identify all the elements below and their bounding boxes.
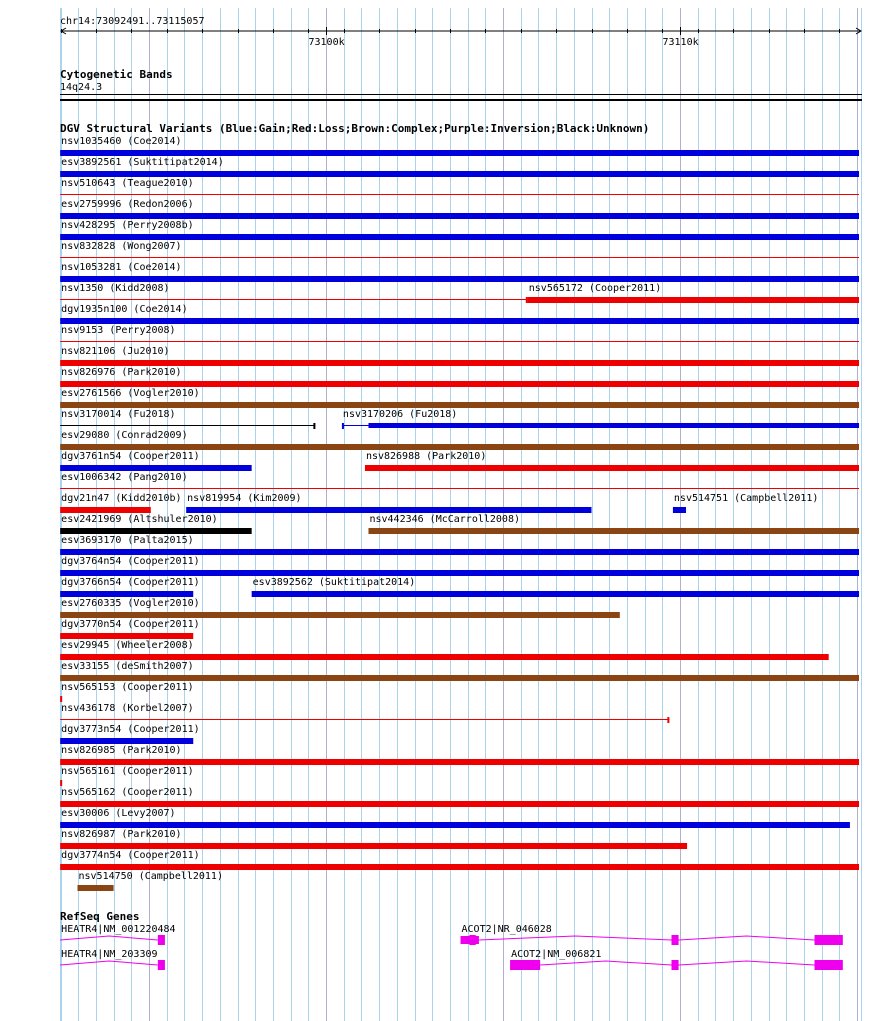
structural-variant[interactable] — [60, 724, 199, 744]
gene-exon-block[interactable] — [672, 960, 679, 970]
structural-variant[interactable] — [60, 598, 620, 618]
structural-variant[interactable] — [60, 745, 859, 765]
structural-variant[interactable] — [60, 136, 859, 156]
variant-label[interactable]: esv2760335 (Vogler2010) — [61, 598, 200, 609]
variant-label[interactable]: nsv832828 (Wong2007) — [61, 241, 182, 252]
variant-bar[interactable] — [186, 507, 591, 513]
structural-variant[interactable] — [60, 766, 193, 786]
variant-bar[interactable] — [60, 633, 193, 639]
cytoband-line-top — [60, 94, 862, 95]
coordinate-range-label: chr14:73092491..73115057 — [60, 16, 205, 27]
dgv-structural-variants-track — [60, 122, 859, 891]
gene-intron-line — [479, 936, 815, 940]
variant-label[interactable]: nsv9153 (Perry2008) — [61, 325, 176, 336]
structural-variant[interactable] — [60, 661, 859, 681]
structural-variant[interactable] — [60, 451, 251, 471]
structural-variant[interactable] — [60, 367, 859, 387]
variant-bar[interactable] — [60, 276, 859, 282]
variant-bar[interactable] — [60, 759, 859, 765]
structural-variant[interactable] — [60, 304, 859, 324]
structural-variant[interactable] — [60, 388, 859, 408]
ruler-tick-label: 73100k — [308, 37, 345, 48]
variant-bar[interactable] — [60, 213, 859, 219]
refseq-track-title: RefSeq Genes — [60, 910, 140, 923]
variant-label[interactable]: dgv3770n54 (Cooper2011) — [61, 619, 200, 630]
variant-label[interactable]: nsv436178 (Korbel2007) — [61, 703, 194, 714]
structural-variant[interactable] — [60, 472, 859, 489]
gene-exon-block[interactable] — [469, 935, 475, 945]
variant-label[interactable]: nsv821106 (Ju2010) — [61, 346, 170, 357]
variant-label[interactable]: dgv3761n54 (Cooper2011) — [61, 451, 200, 462]
cytoband-line-bottom — [60, 99, 862, 101]
structural-variant[interactable] — [60, 241, 859, 258]
variant-end-tick — [526, 297, 528, 303]
variant-label[interactable]: dgv3766n54 (Cooper2011) — [61, 577, 200, 588]
variant-label[interactable]: nsv565162 (Cooper2011) — [61, 787, 194, 798]
structural-variant[interactable] — [60, 514, 251, 534]
variant-label[interactable]: nsv819954 (Kim2009) — [187, 493, 302, 504]
variant-label[interactable]: nsv3170206 (Fu2018) — [342, 409, 458, 420]
variant-label[interactable]: nsv1053281 (Coe2014) — [61, 262, 182, 273]
variant-label[interactable]: dgv21n47 (Kidd2010b) — [61, 493, 182, 504]
variant-bar[interactable] — [60, 234, 859, 240]
variant-label[interactable]: nsv3170014 (Fu2018) — [61, 409, 176, 420]
variant-label[interactable]: nsv826988 (Park2010) — [365, 451, 487, 462]
variant-label[interactable]: nsv565172 (Cooper2011) — [528, 283, 662, 294]
structural-variant[interactable] — [60, 535, 859, 555]
structural-variant[interactable] — [368, 514, 859, 534]
variant-label[interactable]: dgv3773n54 (Cooper2011) — [61, 724, 200, 735]
variant-label[interactable]: esv3693170 (Palta2015) — [61, 535, 194, 546]
structural-variant[interactable] — [60, 283, 528, 303]
variant-bar[interactable] — [528, 297, 859, 303]
variant-bar[interactable] — [60, 528, 251, 534]
structural-variant[interactable] — [60, 157, 859, 177]
variant-label[interactable]: nsv826976 (Park2010) — [61, 367, 182, 378]
gene-exon-block[interactable] — [815, 960, 843, 970]
variant-bar[interactable] — [60, 738, 193, 744]
gene-intron-line — [60, 961, 158, 965]
structural-variant[interactable] — [60, 262, 859, 282]
structural-variant[interactable] — [60, 430, 859, 450]
variant-start-tick — [528, 297, 530, 303]
gene-exon-block[interactable] — [510, 960, 540, 970]
refseq-genes-track — [60, 910, 843, 970]
variant-line[interactable] — [60, 257, 859, 258]
structural-variant[interactable] — [60, 703, 669, 723]
structural-variant[interactable] — [60, 577, 199, 597]
structural-variant[interactable] — [186, 493, 591, 513]
variant-label[interactable]: nsv1035460 (Coe2014) — [61, 136, 182, 147]
structural-variant[interactable] — [60, 199, 859, 219]
variant-label[interactable]: nsv514751 (Campbell2011) — [673, 493, 819, 504]
variant-thin-bar[interactable] — [342, 425, 369, 426]
variant-bar[interactable] — [673, 507, 686, 513]
variant-label[interactable]: esv2761566 (Vogler2010) — [61, 388, 200, 399]
variant-bar[interactable] — [60, 507, 151, 513]
variant-bar[interactable] — [60, 360, 859, 366]
variant-label[interactable]: nsv428295 (Perry2008b) — [61, 220, 194, 231]
variant-bar[interactable] — [60, 549, 859, 555]
variant-bar[interactable] — [60, 696, 62, 702]
ruler-tick-label: 73110k — [662, 37, 699, 48]
variant-bar[interactable] — [60, 612, 620, 618]
gene-exon-block[interactable] — [158, 960, 165, 970]
variant-bar[interactable] — [60, 654, 828, 660]
variant-line[interactable] — [60, 719, 669, 720]
variant-label[interactable]: nsv442346 (McCarroll2008) — [369, 514, 520, 525]
structural-variant[interactable] — [252, 577, 859, 597]
structural-variant[interactable] — [60, 346, 859, 366]
gene-label[interactable]: ACOT2|NM_006821 — [511, 949, 602, 960]
cytogenetic-band-label[interactable]: 14q24.3 — [60, 82, 103, 93]
gene-label[interactable]: HEATR4|NM_001220484 — [61, 924, 176, 935]
gene-exon-block[interactable] — [672, 935, 679, 945]
gene-intron-line — [60, 936, 158, 940]
structural-variant[interactable] — [60, 220, 859, 240]
gene-exon-block[interactable] — [158, 935, 165, 945]
dgv-track-title: DGV Structural Variants (Blue:Gain;Red:Loss;Brown:Complex;Purple:Inversion;Black:Unknown) — [60, 122, 650, 135]
variant-bar[interactable] — [60, 150, 859, 156]
variant-label[interactable]: esv30006 (Levy2007) — [61, 808, 176, 819]
variant-label[interactable]: esv33155 (deSmith2007) — [61, 661, 194, 672]
variant-label[interactable]: esv29080 (Conrad2009) — [61, 430, 188, 441]
structural-variant[interactable] — [60, 682, 193, 702]
structural-variant[interactable] — [60, 808, 850, 828]
variant-line[interactable] — [60, 341, 859, 342]
variant-bar[interactable] — [60, 444, 859, 450]
variant-bar[interactable] — [60, 570, 859, 576]
structural-variant[interactable] — [77, 871, 223, 891]
variant-label[interactable]: nsv565153 (Cooper2011) — [61, 682, 194, 693]
variant-bar[interactable] — [77, 885, 113, 891]
refseq-gene[interactable] — [461, 924, 843, 945]
gene-label[interactable]: ACOT2|NR_046028 — [461, 924, 552, 935]
variant-label[interactable]: nsv826985 (Park2010) — [61, 745, 182, 756]
variant-bar[interactable] — [60, 171, 859, 177]
variant-label[interactable]: nsv826987 (Park2010) — [61, 829, 182, 840]
refseq-gene[interactable] — [60, 924, 175, 945]
variant-label[interactable]: nsv565161 (Cooper2011) — [61, 766, 194, 777]
variant-line[interactable] — [60, 299, 528, 300]
gene-exon-block[interactable] — [815, 935, 843, 945]
structural-variant[interactable] — [673, 493, 819, 513]
variant-bar[interactable] — [60, 675, 859, 681]
cytogenetic-track-title: Cytogenetic Bands — [60, 68, 173, 81]
refseq-gene[interactable] — [510, 949, 843, 970]
variant-bar[interactable] — [368, 528, 859, 534]
structural-variant[interactable] — [60, 325, 859, 342]
variant-label[interactable]: esv2759996 (Redon2006) — [61, 199, 194, 210]
coordinate-ruler — [60, 16, 861, 48]
structural-variant[interactable] — [528, 283, 859, 303]
structural-variant[interactable] — [60, 850, 859, 870]
structural-variant[interactable] — [60, 493, 181, 513]
variant-bar[interactable] — [365, 465, 859, 471]
variant-label[interactable]: esv3892562 (Suktitipat2014) — [252, 577, 416, 588]
structural-variant[interactable] — [365, 451, 859, 471]
variant-bar[interactable] — [60, 780, 62, 786]
variant-end-tick — [667, 717, 669, 723]
variant-label[interactable]: dgv3764n54 (Cooper2011) — [61, 556, 200, 567]
variant-label[interactable]: esv29945 (Wheeler2008) — [61, 640, 194, 651]
variant-bar[interactable] — [252, 591, 859, 597]
variant-label[interactable]: dgv3774n54 (Cooper2011) — [61, 850, 200, 861]
variant-bar[interactable] — [60, 318, 859, 324]
structural-variant[interactable] — [60, 829, 687, 849]
variant-bar[interactable] — [60, 591, 193, 597]
variant-end-tick — [313, 423, 315, 429]
variant-label[interactable]: esv1006342 (Pang2010) — [61, 472, 188, 483]
structural-variant[interactable] — [60, 619, 199, 639]
structural-variant[interactable] — [60, 640, 828, 660]
gene-label[interactable]: HEATR4|NM_203309 — [61, 949, 158, 960]
structural-variant[interactable] — [60, 178, 859, 195]
variant-bar[interactable] — [60, 402, 859, 408]
structural-variant[interactable] — [60, 787, 859, 807]
variant-label[interactable]: dgv1935n100 (Coe2014) — [61, 304, 188, 315]
variant-bar[interactable] — [60, 801, 859, 807]
structural-variant[interactable] — [60, 556, 859, 576]
structural-variant[interactable] — [60, 409, 315, 429]
variant-line[interactable] — [60, 194, 859, 195]
variant-line[interactable] — [60, 425, 315, 426]
variant-label[interactable]: nsv510643 (Teague2010) — [61, 178, 194, 189]
variant-bar[interactable] — [60, 465, 251, 471]
variant-label[interactable]: nsv514750 (Campbell2011) — [78, 871, 223, 882]
cytogenetic-bands-track — [60, 68, 862, 101]
variant-bar[interactable] — [60, 864, 859, 870]
variant-bar[interactable] — [60, 822, 850, 828]
variant-label[interactable]: esv2421969 (Altshuler2010) — [61, 514, 218, 525]
variant-line[interactable] — [60, 488, 859, 489]
structural-variant[interactable] — [342, 409, 859, 429]
variant-label[interactable]: nsv1350 (Kidd2008) — [61, 283, 170, 294]
variant-bar[interactable] — [60, 843, 687, 849]
variant-start-tick — [342, 423, 344, 429]
variant-bar[interactable] — [368, 423, 859, 428]
variant-label[interactable]: esv3892561 (Suktitipat2014) — [61, 157, 224, 168]
variant-bar[interactable] — [60, 381, 859, 387]
